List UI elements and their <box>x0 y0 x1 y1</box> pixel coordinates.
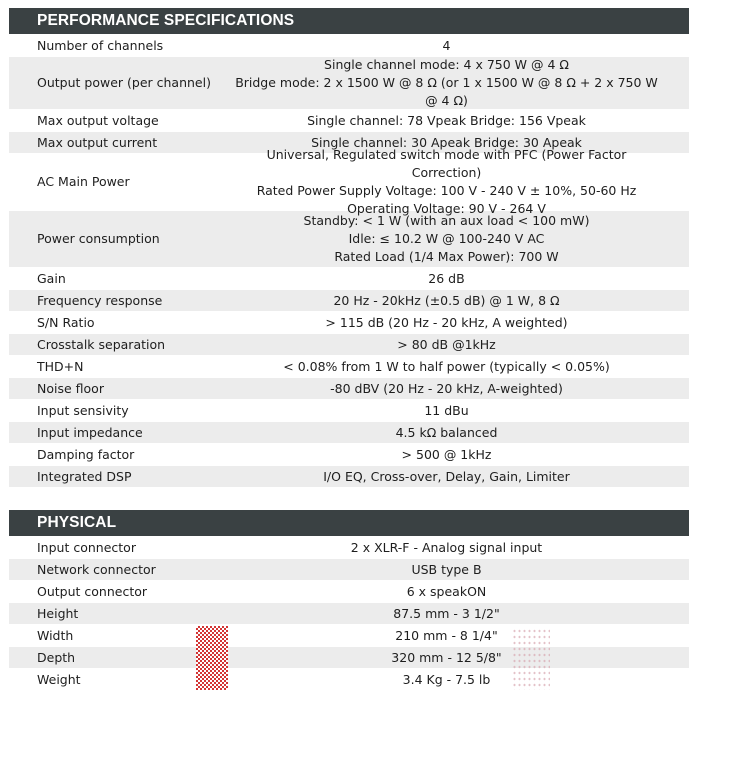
spec-label: Height <box>37 605 79 621</box>
spec-label: THD+N <box>37 358 84 374</box>
spec-row <box>9 625 689 647</box>
spec-row <box>9 356 689 378</box>
spec-label: Frequency response <box>37 292 163 308</box>
spec-label: Weight <box>37 671 81 687</box>
spec-value: > 80 dB @1kHz <box>397 336 496 352</box>
spec-label: Number of channels <box>37 37 164 53</box>
spec-label: Output power (per channel) <box>37 75 211 90</box>
spec-row <box>9 603 689 625</box>
spec-value: 26 dB <box>428 270 465 286</box>
spec-label: Input impedance <box>37 424 143 440</box>
spec-row <box>9 290 689 312</box>
image-artifact-speckle <box>512 628 550 690</box>
spec-label: S/N Ratio <box>37 314 95 330</box>
spec-label: Crosstalk separation <box>37 336 166 352</box>
spec-label: Network connector <box>37 561 156 577</box>
spec-value: 320 mm - 12 5/8" <box>391 649 502 665</box>
spec-label: Width <box>37 627 74 643</box>
spec-row <box>9 110 689 132</box>
spec-value: Standby: < 1 W (with an aux load < 100 mW) Idle: ≤ 10.2 W @ 100-240 V AC Rated Load (1/4 Max Power): 700 W <box>303 213 590 264</box>
spec-value: Single channel: 78 Vpeak Bridge: 156 Vpeak <box>307 112 586 128</box>
spec-label: Max output current <box>37 134 158 150</box>
spec-value: > 500 @ 1kHz <box>401 446 492 462</box>
spec-row <box>9 669 689 691</box>
section-header: PHYSICAL <box>9 510 689 537</box>
spec-row <box>9 559 689 581</box>
spec-label: Input sensivity <box>37 402 129 418</box>
spec-row <box>9 444 689 466</box>
spec-row <box>9 581 689 603</box>
image-artifact-checker <box>196 626 228 690</box>
spec-value: USB type B <box>411 561 482 577</box>
spec-row <box>9 334 689 356</box>
spec-label: Max output voltage <box>37 112 159 128</box>
spec-row <box>9 647 689 669</box>
spec-row <box>9 466 689 488</box>
spec-value: 87.5 mm - 3 1/2" <box>393 605 500 621</box>
spec-value: Single channel mode: 4 x 750 W @ 4 Ω Bridge mode: 2 x 1500 W @ 8 Ω (or 1 x 1500 W @ 8 Ω + 2 x 750 W @ 4 Ω) <box>235 57 658 108</box>
spec-value: 210 mm - 8 1/4" <box>395 627 498 643</box>
spec-row <box>9 35 689 57</box>
spec-value: 2 x XLR-F - Analog signal input <box>350 539 543 555</box>
spec-value: Universal, Regulated switch mode with PFC (Power Factor Correction) Rated Power Supply Voltage: 100 V - 240 V ± 10%, 50-60 Hz Operating Voltage: 90 V - 264 V <box>256 147 637 216</box>
section-header: PERFORMANCE SPECIFICATIONS <box>9 8 689 35</box>
spec-value: > 115 dB (20 Hz - 20 kHz, A weighted) <box>325 314 568 330</box>
spec-label: Noise floor <box>37 380 104 396</box>
performance-specifications-table <box>9 8 689 488</box>
spec-row <box>9 211 689 268</box>
spec-value: 6 x speakON <box>406 583 487 599</box>
spec-label: Power consumption <box>37 231 160 246</box>
spec-row <box>9 268 689 290</box>
spec-row <box>9 422 689 444</box>
spec-label: Input connector <box>37 539 136 555</box>
spec-label: Integrated DSP <box>37 468 132 484</box>
spec-row <box>9 378 689 400</box>
physical-specifications-table <box>9 510 689 691</box>
spec-label: AC Main Power <box>37 174 130 189</box>
spec-value: < 0.08% from 1 W to half power (typically < 0.05%) <box>283 358 610 374</box>
spec-value: 11 dBu <box>424 402 469 418</box>
spec-label: Output connector <box>37 583 148 599</box>
spec-label: Depth <box>37 649 76 665</box>
spec-label: Damping factor <box>37 446 135 462</box>
spec-row <box>9 57 689 110</box>
spec-value: -80 dBV (20 Hz - 20 kHz, A-weighted) <box>330 380 563 396</box>
spec-label: Gain <box>37 270 66 286</box>
spec-row <box>9 537 689 559</box>
spec-row <box>9 312 689 334</box>
spec-value: 3.4 Kg - 7.5 lb <box>402 671 491 687</box>
spec-value: 20 Hz - 20kHz (±0.5 dB) @ 1 W, 8 Ω <box>333 292 560 308</box>
spec-row <box>9 147 689 216</box>
spec-value: I/O EQ, Cross-over, Delay, Gain, Limiter <box>323 468 570 484</box>
spec-value: Single channel: 30 Apeak Bridge: 30 Apeak <box>311 134 582 150</box>
spec-row <box>9 400 689 422</box>
spec-value: 4.5 kΩ balanced <box>395 424 498 440</box>
spec-value: 4 <box>442 37 451 53</box>
